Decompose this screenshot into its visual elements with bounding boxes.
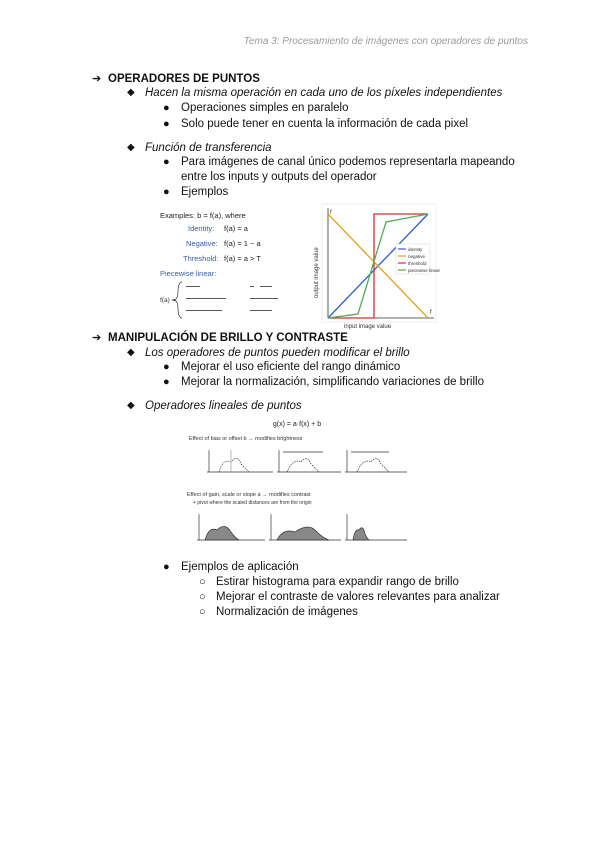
diamond-icon: ◆ bbox=[127, 87, 135, 98]
examples-title: Examples: b = f(a), where bbox=[160, 211, 246, 220]
transfer-function-figure bbox=[158, 202, 440, 330]
arrow-icon: ➔ bbox=[92, 73, 102, 85]
circle-icon: ○ bbox=[199, 576, 206, 588]
bias-histograms bbox=[207, 450, 407, 472]
circle-icon: ○ bbox=[199, 591, 206, 603]
identity-label: Identity: bbox=[188, 224, 215, 233]
section1-bullet1: Hacen la misma operación en cada uno de los píxeles independientes bbox=[145, 87, 503, 99]
list-item: Solo puede tener en cuenta la información de cada pixel bbox=[181, 118, 469, 130]
list-item: Mejorar la normalización, simplificando variaciones de brillo bbox=[181, 376, 484, 388]
legend-threshold: threshold bbox=[408, 261, 427, 266]
transfer-chart bbox=[314, 204, 440, 330]
bullet-icon: ● bbox=[163, 118, 170, 130]
negative-eq: f(a) = 1 − a bbox=[224, 239, 261, 248]
sub-list-item: Normalización de imágenes bbox=[216, 606, 358, 618]
bullet-icon: ● bbox=[163, 156, 170, 168]
identity-eq: f(a) = a bbox=[224, 224, 248, 233]
list-item: Para imágenes de canal único podemos representarla mapeando bbox=[181, 156, 515, 168]
gain-caption: Effect of gain, scale or slope a → modifies contrast bbox=[187, 492, 311, 498]
legend-negative: negative bbox=[408, 254, 426, 259]
list-item-continuation: entre los inputs y outputs del operador bbox=[181, 171, 377, 183]
section1-bullet2: Función de transferencia bbox=[145, 142, 272, 154]
legend-identity: identity bbox=[408, 247, 423, 252]
section2-bullet1: Los operadores de puntos pueden modificar el brillo bbox=[145, 347, 410, 359]
list-item: Ejemplos de aplicación bbox=[181, 561, 299, 573]
section2-bullet2: Operadores lineales de puntos bbox=[145, 400, 302, 412]
x-axis-label: input image value bbox=[344, 324, 392, 330]
section2-title: MANIPULACIÓN DE BRILLO Y CONTRASTE bbox=[108, 332, 348, 344]
bullet-icon: ● bbox=[163, 561, 170, 573]
x-axis-symbol: f bbox=[430, 310, 432, 316]
section1-title: OPERADORES DE PUNTOS bbox=[108, 73, 260, 85]
gain-histograms bbox=[197, 514, 407, 540]
diamond-icon: ◆ bbox=[127, 347, 135, 358]
page-header: Tema 3: Procesamiento de imágenes con operadores de puntos bbox=[243, 36, 528, 47]
list-item: Ejemplos bbox=[181, 186, 229, 198]
bullet-icon: ● bbox=[163, 102, 170, 114]
sub-list-item: Mejorar el contraste de valores relevantes para analizar bbox=[216, 591, 500, 603]
legend-piecewise: piecewise linear bbox=[408, 268, 440, 273]
negative-label: Negative: bbox=[186, 239, 218, 248]
threshold-label: Threshold: bbox=[183, 254, 219, 263]
bullet-icon: ● bbox=[163, 376, 170, 388]
y-axis-symbol: f bbox=[330, 210, 332, 216]
circle-icon: ○ bbox=[199, 606, 206, 618]
figure-formula: g(x) = a·f(x) + b bbox=[272, 421, 322, 428]
diamond-icon: ◆ bbox=[127, 400, 135, 411]
list-item: Mejorar el uso eficiente del rango dinámico bbox=[181, 361, 401, 373]
list-item: Operaciones simples en paralelo bbox=[181, 102, 349, 114]
sub-list-item: Estirar histograma para expandir rango de brillo bbox=[216, 576, 459, 588]
bullet-icon: ● bbox=[163, 186, 170, 198]
y-axis-label: output image value bbox=[314, 247, 320, 298]
bullet-icon: ● bbox=[163, 361, 170, 373]
arrow-icon: ➔ bbox=[92, 332, 102, 344]
diamond-icon: ◆ bbox=[127, 142, 135, 153]
linear-operators-figure bbox=[183, 414, 411, 556]
svg-text:f(a) =: f(a) = bbox=[160, 297, 176, 304]
threshold-eq: f(a) = a > T bbox=[224, 254, 261, 263]
bias-caption: Effect of bias or offset b → modifies brightness bbox=[189, 436, 303, 442]
pivot-caption: + pivot where the scaled distances are from the origin bbox=[193, 500, 312, 506]
piecewise-formula bbox=[160, 282, 278, 318]
piecewise-label: Piecewise linear: bbox=[160, 269, 217, 278]
